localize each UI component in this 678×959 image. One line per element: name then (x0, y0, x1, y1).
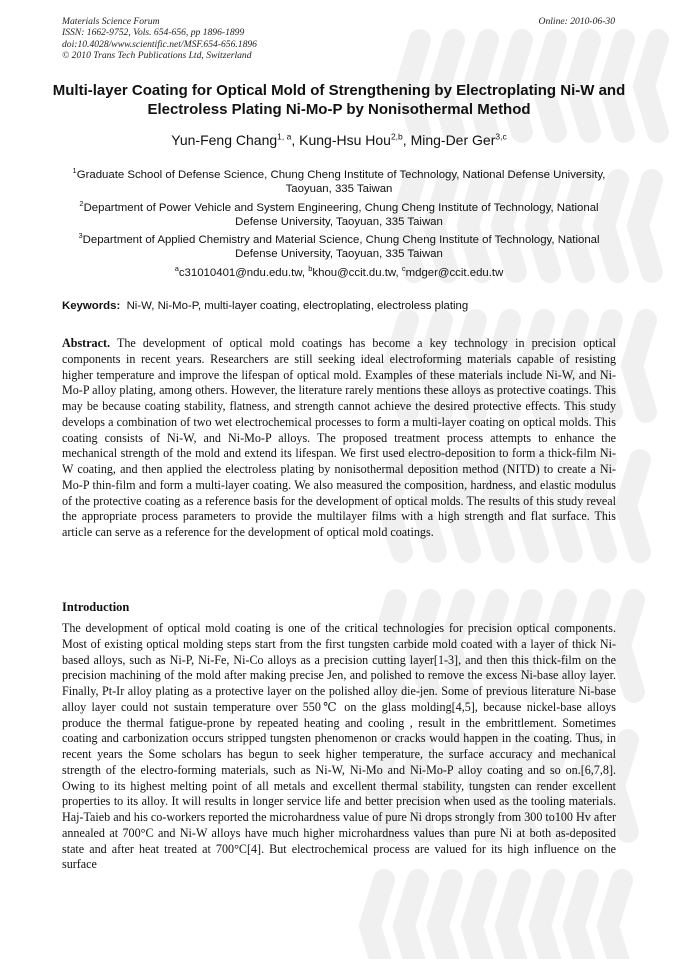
author-affiliation-mark: 2,b (390, 131, 403, 141)
introduction-text: The development of optical mold coating is one of the critical technologies for precision optical components. Most of existing optical molding steps start from the first tungsten carbide mold coated with a layer of thick Ni-based alloys, such as Ni-P, Ni-Fe, Ni-Co alloys as a precision cutting layer[1-3], and then this thick-film on the precision machining of the mold after making precise Jen, and polished to remove the excess Ni-base alloy layer. Finally, Pt-Ir alloy plating as a protective layer on the polished alloy die-jen. Some of previous literature Ni-base alloy layer could not sustain temperature over 550℃ on the glass molding[4,5], because nickel-base alloys produce the thermal fatigue-prone by repeated heating and cooling , result in the embrittlement. Sometimes coating and carbonization occurs stripped tungsten phenomenon or cracks would happen in the coating. Thus, in recent years the Some scholars has begun to seek higher temperature, the surface accuracy and mechanical strength of the electro-forming materials, such as Ni-W, Ni-Mo and Ni-Mo-P alloy coating and so on.[6,7,8]. Owing to its highest melting point of all metals and excellent thermal stability, tungsten can render excellent properties to its alloy. It will results in longer service life and better precision when used as the tooling materials. Haj-Taieb and his co-workers reported the microhardness value of pure Ni drops strongly from 300 to100 Hv after annealed at 700°C and Ni-W alloys have much higher microhardness values than pure Ni at both as-deposited state and after heat treated at 700°C[4]. But electrochemical process are valued for its high influence on the surface (62, 621, 616, 872)
email-mark: b (308, 264, 313, 273)
author-name: Kung-Hsu Hou (299, 131, 391, 148)
abstract-text: The development of optical mold coatings has become a key technology in precision optical components in recent years. Researchers are still seeking ideal electroforming materials capable of resisting higher temperature and improve the lifespan of optical mold. Examples of these materials include Ni-W, and Ni-Mo-P alloy plating, among others. However, the literature rarely mentions these alloys as protective coatings. This may be because coating stability, flatness, and strength cannot achieve the desired protective effects. This study develops a combination of two wet electrochemical processes to form a multi-layer coating on optical molds. This coating consists of Ni-W, and Ni-Mo-P alloys. The proposed treatment process attempts to enhance the mechanical strength of the mold and extend its lifespan. We first used electro-deposition to form a thick-film Ni-W coating, and then applied the electroless plating by nonisothermal deposition method (NITD) to create a Ni-Mo-P thin-film and form a multi-layer coating. We also measured the composition, hardness, and elastic modulus of the protective coating as a reference basis for the development of optical molds. The results of this study reveal the appropriate process parameters to provide the multilayer films with a high strength and flat surface. This article can serve as a reference for the development of optical mold coatings. (62, 336, 617, 539)
online-date: Online: 2010-06-30 (538, 16, 615, 27)
author-list (50, 131, 628, 148)
affiliation-text: Graduate School of Defense Science, Chung Cheng Institute of Technology, National Defense University, Taoyuan, 335 Taiwan (76, 168, 606, 196)
author-separator: , (291, 131, 300, 148)
publication-info (62, 16, 257, 62)
email-mark: c (401, 264, 406, 273)
affiliation-text: Department of Power Vehicle and System Engineering, Chung Cheng Institute of Technology, National Defense University, Taoyuan, 335 Taiwan (83, 201, 599, 228)
affiliation (62, 164, 616, 197)
keywords-text: Ni-W, Ni-Mo-P, multi-layer coating, electroplating, electroless plating (126, 300, 469, 312)
author-name: Ming-Der Ger (410, 131, 496, 148)
email-mark: a (174, 264, 179, 273)
doi-line: doi:10.4028/www.scientific.net/MSF.654-656.1896 (62, 38, 257, 50)
email-list: $^a$c31010401@ndu.edu.tw, $^b$khou@ccit.du.tw, $^c$mdger@ccit.edu.tw (174, 264, 504, 279)
affiliation-number: 3 (78, 231, 83, 241)
author (299, 132, 410, 148)
section-heading-introduction: Introduction (62, 600, 130, 614)
copyright-line: © 2010 Trans Tech Publications Ltd, Switzerland (62, 50, 252, 62)
affiliation-number: 2 (79, 198, 84, 208)
affiliation (62, 197, 616, 230)
issn-line: ISSN: 1662-9752, Vols. 654-656, pp 1896-1899 (62, 27, 245, 39)
affiliation-text: Department of Applied Chemistry and Material Science, Chung Cheng Institute of Technology, National Defense University, Taoyuan, 335 Taiwan (82, 234, 600, 261)
email-address: khou@ccit.du.tw (312, 266, 396, 279)
paper-title: Multi-layer Coating for Optical Mold of Strengthening by Electroplating Ni-W and Electroless Plating Ni-Mo-P by Nonisothermal Method (52, 82, 626, 118)
affiliation (62, 229, 616, 262)
author (171, 132, 299, 148)
keywords-line (62, 300, 622, 312)
keywords-label: Keywords: (62, 300, 121, 312)
email-address: mdger@ccit.edu.tw (405, 266, 504, 279)
author-affiliation-mark: 3,c (495, 131, 507, 141)
author-name: Yun-Feng Chang (171, 131, 278, 148)
email-address: c31010401@ndu.edu.tw (178, 266, 302, 279)
abstract (62, 336, 616, 541)
author (411, 132, 507, 148)
author-affiliation-mark: 1, a (277, 131, 292, 141)
journal-name: Materials Science Forum (62, 16, 160, 27)
author-separator: , (402, 131, 411, 148)
abstract-label: Abstract. (62, 336, 111, 350)
affiliation-number: 1 (72, 166, 77, 175)
affiliation-list (62, 164, 616, 262)
